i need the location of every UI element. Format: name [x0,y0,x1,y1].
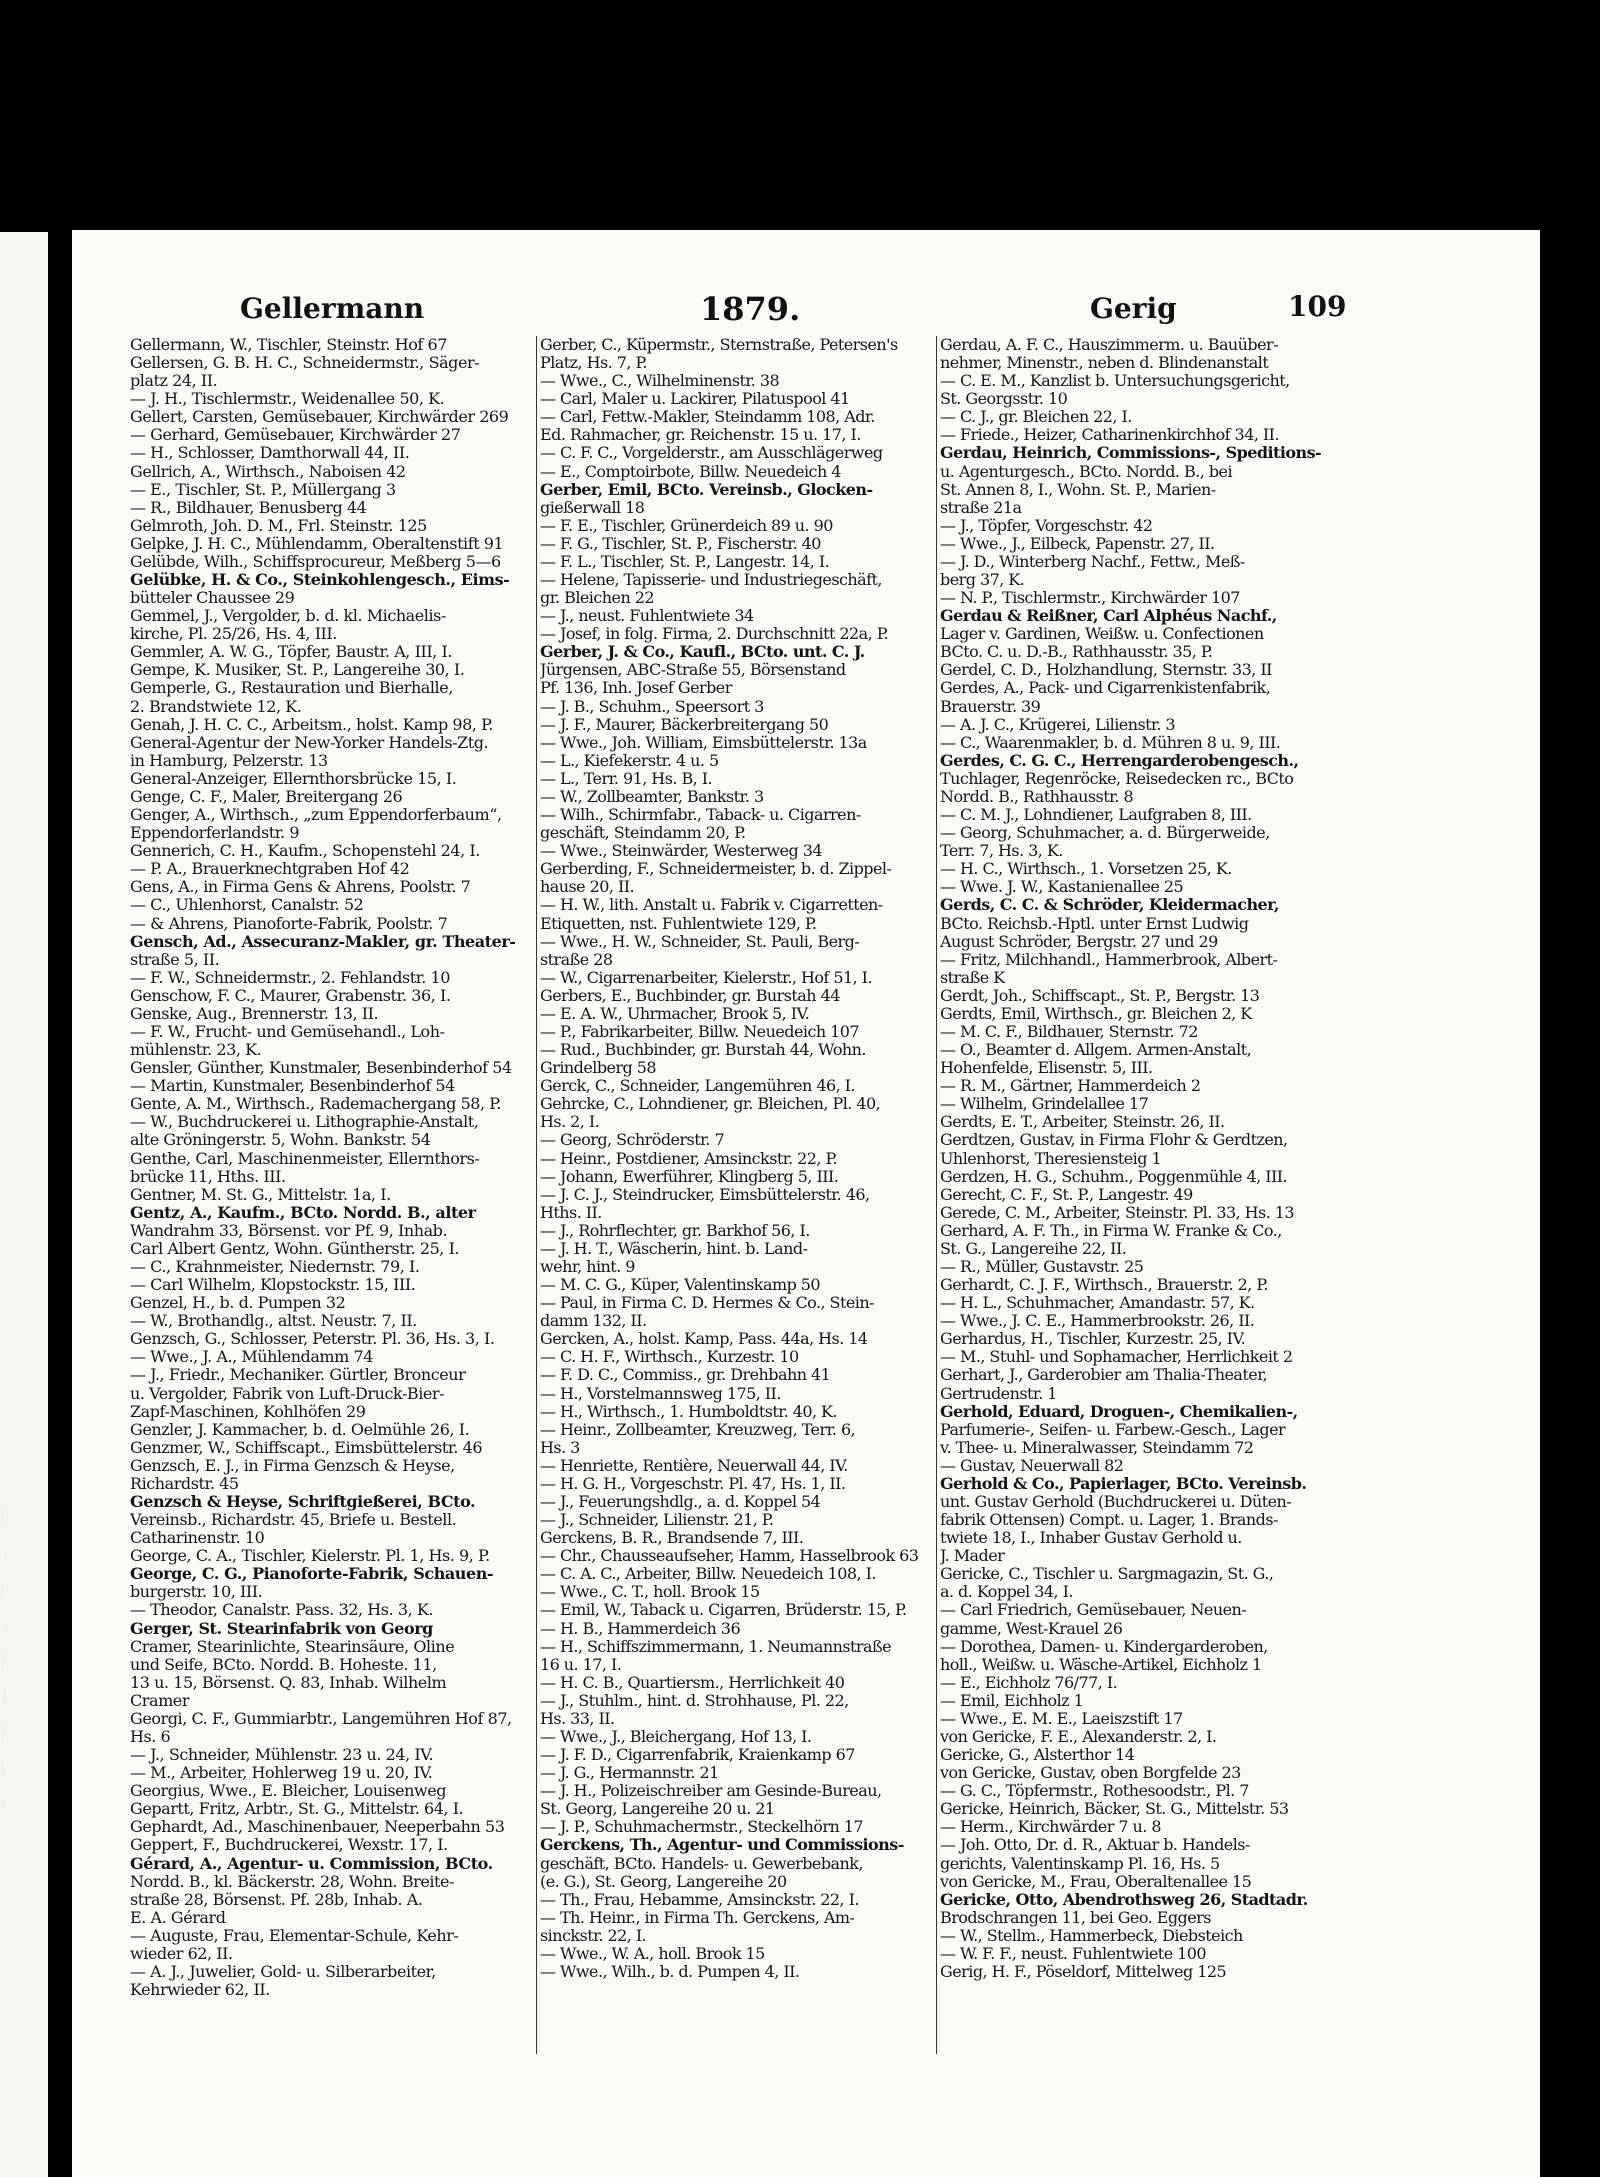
directory-entry-line: Tuchlager, Regenröcke, Reisedecken rc., BCto [940,769,1294,788]
directory-entry-line: — J. B., Schuhm., Speersort 3 [540,697,764,716]
directory-entry-line: Gerger, St. Stearinfabrik von Georg [130,1619,433,1638]
directory-entry-line: — Wwe., E. M. E., Laeiszstift 17 [940,1709,1183,1728]
directory-entry-line: straße K [940,968,1005,987]
directory-entry-line: — C. J., gr. Bleichen 22, I. [940,408,1132,427]
directory-entry-line: Gelpke, J. H. C., Mühlendamm, Oberaltenstift 91 [130,534,504,553]
column-3 [940,336,1332,1981]
directory-entry-line: St. Georg, Langereihe 20 u. 21 [540,1800,775,1819]
directory-entry-line: Grindelberg 58 [540,1059,657,1078]
margin-glyph: I. [0,1796,12,1815]
directory-entry-line: — E. A. W., Uhrmacher, Brook 5, IV. [540,1004,810,1023]
directory-entry-line: — J. P., Schuhmachermstr., Steckelhörn 17 [540,1818,863,1837]
directory-entry-line: — J., Schneider, Mühlenstr. 23 u. 24, IV. [130,1746,434,1765]
directory-entry-line: Gercken, A., holst. Kamp, Pass. 44a, Hs. 14 [540,1330,868,1349]
header-left-catchword: Gellermann [240,292,425,325]
directory-entry-line: — C. A. C., Arbeiter, Billw. Neuedeich 108, I. [540,1565,876,1584]
directory-entry-line: Brauerstr. 39 [940,697,1041,716]
directory-entry-line: — Georg, Schuhmacher, a. d. Bürgerweide, [940,824,1270,843]
directory-entry-line: Gerhardus, H., Tischler, Kurzestr. 25, IV. [940,1330,1246,1349]
directory-entry-line: bütteler Chaussee 29 [130,589,295,608]
directory-entry-line: von Gericke, F. E., Alexanderstr. 2, I. [940,1728,1217,1747]
directory-entry-line: Gennerich, C. H., Kaufm., Schopenstehl 24, I. [130,842,480,861]
header-year: 1879. [700,290,801,328]
directory-entry-line: wieder 62, II. [130,1944,233,1963]
directory-entry-line: alte Gröningerstr. 5, Wohn. Bankstr. 54 [130,1131,431,1150]
directory-entry-line: in Hamburg, Pelzerstr. 13 [130,751,328,770]
directory-entry-line: Geppert, F., Buchdruckerei, Wexstr. 17, I. [130,1836,448,1855]
directory-entry-line: — Gustav, Neuerwall 82 [940,1456,1124,1475]
directory-entry-line: — H. L., Schuhmacher, Amandastr. 57, K. [940,1294,1255,1313]
directory-entry-line: — H., Schlosser, Damthorwall 44, II. [130,444,410,463]
directory-entry-line: George, C. A., Tischler, Kielerstr. Pl. 1, Hs. 9, P. [130,1547,490,1566]
directory-entry-line: — W., Zollbeamter, Bankstr. 3 [540,787,764,806]
directory-entry-line: — H. W., lith. Anstalt u. Fabrik v. Cigarretten- [540,896,883,915]
directory-entry-line: Gerhold & Co., Papierlager, BCto. Vereinsb. [940,1474,1307,1493]
directory-entry-line: — Carl Wilhelm, Klopstockstr. 15, III. [130,1276,416,1295]
directory-entry-line: von Gericke, Gustav, oben Borgfelde 23 [940,1764,1241,1783]
directory-entry-line: — E., Comptoirbote, Billw. Neuedeich 4 [540,462,841,481]
directory-entry-line: Richardstr. 45 [130,1474,239,1493]
directory-entry-line: Carl Albert Gentz, Wohn. Güntherstr. 25, I. [130,1239,460,1258]
directory-entry-line: — M., Stuhl- und Sophamacher, Herrlichkeit 2 [940,1348,1293,1367]
directory-entry-line: — Th., Frau, Hebamme, Amsinckstr. 22, I. [540,1890,859,1909]
directory-entry-line: burgerstr. 10, III. [130,1583,263,1602]
directory-entry-line: — Wwe., C., Wilhelminenstr. 38 [540,372,780,391]
directory-entry-line: Gericke, C., Tischler u. Sargmagazin, St. G., [940,1565,1274,1584]
directory-entry-line: Gelübke, H. & Co., Steinkohlengesch., Eims- [130,571,510,590]
directory-entry-line: Platz, Hs. 7, P. [540,354,647,373]
directory-entry-line: E. A. Gérard [130,1908,226,1927]
directory-entry-line: Gerhold, Eduard, Droguen-, Chemikalien-, [940,1402,1298,1421]
directory-entry-line: — J. C. J., Steindrucker, Eimsbüttelerstr. 46, [540,1185,870,1204]
directory-entry-line: wehr, hint. 9 [540,1257,635,1276]
directory-entry-line: — P. A., Brauerknechtgraben Hof 42 [130,860,410,879]
directory-entry-line: — W. F. F., neust. Fuhlentwiete 100 [940,1944,1207,1963]
directory-entry-line: Georgius, Wwe., E. Bleicher, Louisenweg [130,1782,447,1801]
directory-entry-line: — Wwe., Steinwärder, Westerweg 34 [540,842,822,861]
directory-entry-line: Vereinsb., Richardstr. 45, Briefe u. Bestell. [130,1511,457,1530]
directory-entry-line: von Gericke, M., Frau, Oberaltenallee 15 [940,1872,1252,1891]
directory-entry-line: Gerdt, Joh., Schiffscapt., St. P., Bergstr. 13 [940,986,1260,1005]
facing-page-edge [0,232,48,2177]
column-rule-2 [936,336,937,2054]
margin-glyph: 5 [0,1508,11,1527]
directory-entry-line: — A. J. C., Krügerei, Lilienstr. 3 [940,715,1176,734]
directory-entry-line: — Helene, Tapisserie- und Industriegeschäft, [540,571,882,590]
directory-entry-line: Gerdzen, H. G., Schuhm., Poggenmühle 4, III. [940,1167,1288,1186]
directory-entry-line: — Chr., Chausseaufseher, Hamm, Hasselbrook 63 [540,1547,919,1566]
directory-entry-line: — Wwe., W. A., holl. Brook 15 [540,1944,765,1963]
directory-entry-line: — Rud., Buchbinder, gr. Burstah 44, Wohn. [540,1041,866,1060]
directory-entry-line: — J., Friedr., Mechaniker. Gürtler, Bronceur [130,1366,466,1385]
directory-entry-line: Genzsch, G., Schlosser, Peterstr. Pl. 36, Hs. 3, I. [130,1330,495,1349]
directory-entry-line: Hs. 3 [540,1438,580,1457]
directory-entry-line: — J. F. D., Cigarrenfabrik, Kraienkamp 67 [540,1746,855,1765]
directory-entry-line: — H. C. B., Quartiersm., Herrlichkeit 40 [540,1673,845,1692]
directory-entry-line: Gérard, A., Agentur- u. Commission, BCto. [130,1854,493,1873]
directory-entry-line: Gensler, Günther, Kunstmaler, Besenbinderhof 54 [130,1059,512,1078]
directory-entry-line: — J., Schneider, Lilienstr. 21, P. [540,1511,774,1530]
directory-entry-line: straße 21a [940,498,1022,517]
directory-entry-line: — Fritz, Milchhandl., Hammerbrook, Albert- [940,950,1278,969]
directory-entry-line: — Wwe., Joh. William, Eimsbüttelerstr. 13a [540,733,867,752]
directory-entry-line: Gephardt, Ad., Maschinenbauer, Neeperbahn 53 [130,1818,505,1837]
directory-entry-line: straße 5, II. [130,950,220,969]
directory-entry-line: — C. F. C., Vorgelderstr., am Ausschlägerweg [540,444,883,463]
margin-glyph: I. [0,1760,12,1779]
directory-entry-line: Gerbers, E., Buchbinder, gr. Burstah 44 [540,986,840,1005]
directory-entry-line: u. Agenturgesch., BCto. Nordd. B., bei [940,462,1233,481]
column-1 [130,336,534,1999]
directory-entry-line: Zapf-Maschinen, Kohlhöfen 29 [130,1402,366,1421]
directory-entry-line: Gerecht, C. F., St. P., Langestr. 49 [940,1185,1193,1204]
directory-entry-line: unt. Gustav Gerhold (Buchdruckerei u. Düten- [940,1493,1292,1511]
directory-entry-line: — J. G., Hermannstr. 21 [540,1764,719,1783]
directory-entry-line: Gellrich, A., Wirthsch., Naboisen 42 [130,462,406,481]
directory-entry-line: Gentner, M. St. G., Mittelstr. 1a, I. [130,1185,391,1204]
directory-entry-line: Jürgensen, ABC-Straße 55, Börsenstand [540,661,846,680]
directory-entry-line: Eppendorferlandstr. 9 [130,824,300,843]
directory-entry-line: twiete 18, I., Inhaber Gustav Gerhold u. [940,1529,1242,1548]
directory-entry-line: straße 28 [540,950,613,969]
directory-entry-line: Uhlenhorst, Theresiensteig 1 [940,1149,1162,1168]
directory-entry-line: Nordd. B., kl. Bäckerstr. 28, Wohn. Breite- [130,1872,454,1891]
header-right-catchword: Gerig [1090,292,1177,325]
directory-entry-line: Gellersen, G. B. H. C., Schneidermstr., Säger- [130,354,480,373]
directory-entry-line: nehmer, Minenstr., neben d. Blindenanstalt [940,354,1269,373]
directory-entry-line: Genah, J. H. C. C., Arbeitsm., holst. Kamp 98, P. [130,715,493,734]
directory-entry-line: geschäft, Steindamm 20, P. [540,824,746,843]
directory-entry-line: Gerckens, Th., Agentur- und Commissions- [540,1836,904,1855]
directory-entry-line: Georgi, C. F., Gummiarbtr., Langemühren Hof 87, [130,1709,512,1728]
directory-entry-line: General-Agentur der New-Yorker Handels-Ztg. [130,733,489,752]
directory-entry-line: Genzsch & Heyse, Schriftgießerei, BCto. [130,1493,476,1511]
directory-entry-line: Gerdes, C. G. C., Herrengarderobengesch., [940,751,1299,770]
directory-entry-line: 2. Brandstwiete 12, K. [130,697,302,716]
directory-entry-line: Cramer, Stearinlichte, Stearinsäure, Oline [130,1637,455,1656]
directory-entry-line: — Emil, Eichholz 1 [940,1691,1084,1710]
directory-entry-line: — L., Kiefekerstr. 4 u. 5 [540,751,719,770]
directory-entry-line: — E., Tischler, St. P., Müllergang 3 [130,480,396,499]
page-number: 109 [1288,290,1347,323]
directory-entry-line: — Th. Heinr., in Firma Th. Gerckens, Am- [540,1908,855,1927]
directory-entry-line: — Wwe., J., Bleichergang, Hof 13, I. [540,1728,812,1747]
directory-entry-line: Hohenfelde, Elisenstr. 5, III. [940,1059,1153,1078]
directory-entry-line: Gerhart, J., Garderobier am Thalia-Theater, [940,1366,1268,1385]
directory-entry-line: Gerdel, C. D., Holzhandlung, Sternstr. 33, II [940,661,1272,680]
directory-entry-line: — P., Fabrikarbeiter, Billw. Neuedeich 107 [540,1022,860,1041]
directory-entry-line: — E., Eichholz 76/77, I. [940,1673,1118,1692]
directory-entry-line: Genske, Aug., Brennerstr. 13, II. [130,1004,379,1023]
directory-entry-line: Genzel, H., b. d. Pumpen 32 [130,1294,346,1313]
column-2 [540,336,932,1981]
directory-entry-line: Gemmler, A. W. G., Töpfer, Baustr. A, III, I. [130,643,452,662]
directory-entry-line: Gerber, C., Küpermstr., Sternstraße, Petersen's [540,336,898,354]
directory-entry-line: — Wilhelm, Grindelallee 17 [940,1095,1149,1114]
directory-entry-line: — Carl, Fettw.-Makler, Steindamm 108, Adr. [540,408,875,427]
directory-entry-line: 13 u. 15, Börsenst. Q. 83, Inhab. Wilhelm [130,1673,447,1692]
directory-entry-line: Gepartt, Fritz, Arbtr., St. G., Mittelstr. 64, I. [130,1800,464,1819]
directory-entry-line: Gerber, J. & Co., Kaufl., BCto. unt. C. J. [540,643,865,662]
directory-entry-line: fabrik Ottensen) Compt. u. Lager, 1. Brands- [940,1511,1278,1530]
directory-entry-line: — J. F., Maurer, Bäckerbreitergang 50 [540,715,829,734]
directory-entry-line: — Gerhard, Gemüsebauer, Kirchwärder 27 [130,426,461,445]
directory-entry-line: — J., Rohrflechter, gr. Barkhof 56, I. [540,1221,810,1240]
directory-entry-line: — R. M., Gärtner, Hammerdeich 2 [940,1077,1201,1096]
directory-entry-line: Gente, A. M., Wirthsch., Rademachergang 58, P. [130,1095,502,1114]
directory-entry-line: Gerhardt, C. J. F., Wirthsch., Brauerstr. 2, P. [940,1276,1268,1295]
directory-entry-line: straße 28, Börsenst. Pf. 28b, Inhab. A. [130,1890,423,1909]
directory-entry-line: Gelmroth, Joh. D. M., Frl. Steinstr. 125 [130,516,427,535]
directory-entry-line: Genzmer, W., Schiffscapt., Eimsbüttelerstr. 46 [130,1438,483,1457]
directory-entry-line: Hths. II. [540,1203,602,1222]
directory-entry-line: — O., Beamter d. Allgem. Armen-Anstalt, [940,1041,1252,1060]
directory-entry-line: — H. B., Hammerdeich 36 [540,1619,741,1638]
directory-entry-line: — Theodor, Canalstr. Pass. 32, Hs. 3, K. [130,1601,433,1620]
directory-entry-line: Genthe, Carl, Maschinenmeister, Ellernthors- [130,1149,480,1168]
directory-entry-line: Genschow, F. C., Maurer, Grabenstr. 36, I. [130,986,451,1005]
directory-entry-line: — Wwe., H. W., Schneider, St. Pauli, Berg- [540,932,860,951]
directory-entry-line: Gerberding, F., Schneidermeister, b. d. Zippel- [540,860,892,879]
directory-entry-line: platz 24, II. [130,372,218,391]
directory-entry-line: — H., Wirthsch., 1. Humboldtstr. 40, K. [540,1402,837,1421]
directory-entry-line: — Friede., Heizer, Catharinenkirchhof 34, II. [940,426,1279,445]
directory-entry-line: — J. H., Tischlermstr., Weidenallee 50, K. [130,390,445,409]
directory-entry-line: Gerdts, E. T., Arbeiter, Steinstr. 26, II. [940,1113,1225,1132]
directory-entry-line: BCto. C. u. D.-B., Rathhausstr. 35, P. [940,643,1213,662]
directory-entry-line: Kehrwieder 62, II. [130,1981,270,2000]
directory-entry-line: — F. E., Tischler, Grünerdeich 89 u. 90 [540,516,833,535]
directory-entry-line: Nordd. B., Rathhausstr. 8 [940,787,1134,806]
directory-entry-line: Gerig, H. F., Pöseldorf, Mittelweg 125 [940,1963,1227,1982]
directory-entry-line: Hs. 2, I. [540,1113,600,1132]
directory-entry-line: Gempe, K. Musiker, St. P., Langereihe 30, I. [130,661,465,680]
directory-entry-line: Wandrahm 33, Börsenst. vor Pf. 9, Inhab. [130,1221,448,1240]
directory-entry-line: J. Mader [940,1547,1005,1566]
directory-entry-line: Gerdts, Emil, Wirthsch., gr. Bleichen 2, K [940,1004,1252,1023]
directory-entry-line: kirche, Pl. 25/26, Hs. 4, III. [130,625,337,644]
directory-entry-line: George, C. G., Pianoforte-Fabrik, Schauen- [130,1565,494,1584]
directory-entry-line: — J., neust. Fuhlentwiete 34 [540,607,754,626]
directory-entry-line: — H. C., Wirthsch., 1. Vorsetzen 25, K. [940,860,1232,879]
directory-entry-line: Genge, C. F., Maler, Breitergang 26 [130,787,403,806]
directory-entry-line: — & Ahrens, Pianoforte-Fabrik, Poolstr. 7 [130,914,448,933]
directory-entry-line: gr. Bleichen 22 [540,589,655,608]
directory-entry-line: — M. C. F., Bildhauer, Sternstr. 72 [940,1022,1198,1041]
directory-entry-line: — Wilh., Schirmfabr., Taback- u. Cigarren- [540,806,861,825]
directory-entry-line: Gentz, A., Kaufm., BCto. Nordd. B., alter [130,1203,476,1222]
margin-glyph: K [0,1724,12,1743]
directory-entry-line: — C., Uhlenhorst, Canalstr. 52 [130,896,364,915]
directory-entry-line: Gerdes, A., Pack- und Cigarrenkistenfabrik, [940,679,1271,698]
directory-entry-line: — C. M. J., Lohndiener, Laufgraben 8, III. [940,806,1252,825]
margin-glyph: 7 [0,1544,11,1563]
column-rule-1 [536,336,537,2054]
directory-entry-line: — Johann, Ewerführer, Klingberg 5, III. [540,1167,839,1186]
directory-entry-line: — C. H. F., Wirthsch., Kurzestr. 10 [540,1348,799,1367]
directory-entry-line: holl., Weißw. u. Wäsche-Artikel, Eichholz 1 [940,1655,1262,1674]
directory-entry-line: — J. H., Polizeischreiber am Gesinde-Bureau, [540,1782,882,1801]
directory-entry-line: — L., Terr. 91, Hs. B, I. [540,769,713,788]
running-header [130,290,1347,332]
directory-entry-line: gerichts, Valentinskamp Pl. 16, Hs. 5 [940,1854,1220,1873]
directory-entry-line: und Seife, BCto. Nordd. B. Hoheste. 11, [130,1655,437,1674]
directory-entry-line: Gerdau, Heinrich, Commissions-, Speditions- [940,444,1322,463]
directory-entry-line: Catharinenstr. 10 [130,1529,265,1548]
directory-entry-line: Cramer [130,1691,190,1710]
directory-entry-line: Gerhard, A. F. Th., in Firma W. Franke & Co., [940,1221,1282,1240]
directory-entry-line: Genger, A., Wirthsch., „zum Eppendorferbaum“, [130,806,502,825]
directory-entry-line: Gerck, C., Schneider, Langemühren 46, I. [540,1077,855,1096]
directory-entry-line: Gens, A., in Firma Gens & Ahrens, Poolstr. 7 [130,878,471,897]
directory-entry-line: — Henriette, Rentière, Neuerwall 44, IV. [540,1456,848,1475]
directory-entry-line: — W., Cigarrenarbeiter, Kielerstr., Hof 51, I. [540,968,872,987]
directory-entry-line: — F. D. C., Commiss., gr. Drehbahn 41 [540,1366,831,1385]
directory-entry-line: — C., Waarenmakler, b. d. Mühren 8 u. 9, III. [940,733,1281,752]
directory-entry-line: — Heinr., Postdiener, Amsinckstr. 22, P. [540,1149,837,1168]
directory-entry-line: — J., Stuhlm., hint. d. Strohhause, Pl. 22, [540,1691,849,1710]
directory-entry-line: Gerdtzen, Gustav, in Firma Flohr & Gerdtzen, [940,1131,1288,1150]
directory-entry-line: Gellermann, W., Tischler, Steinstr. Hof 67 [130,336,447,354]
directory-entry-line: Genzsch, E. J., in Firma Genzsch & Heyse, [130,1456,455,1475]
directory-entry-line: — G. C., Töpfermstr., Rothesoodstr., Pl. 7 [940,1782,1249,1801]
directory-entry-line: — F. W., Frucht- und Gemüsehandl., Loh- [130,1022,445,1041]
directory-entry-line: Brodschrangen 11, bei Geo. Eggers [940,1908,1211,1927]
directory-entry-line: Gertrudenstr. 1 [940,1384,1057,1403]
directory-entry-line: — Wwe., J. A., Mühlendamm 74 [130,1348,373,1367]
directory-entry-line: Gelübde, Wilh., Schiffsprocureur, Meßberg 5—6 [130,552,501,571]
directory-entry-line: — J. H. T., Wäscherin, hint. b. Land- [540,1239,808,1258]
directory-entry-line: — Wwe., J., Eilbeck, Papenstr. 27, II. [940,534,1215,553]
directory-entry-line: Genzler, J. Kammacher, b. d. Oelmühle 26, I. [130,1420,470,1439]
directory-entry-line: gamme, West-Krauel 26 [940,1619,1123,1638]
directory-entry-line: — H., Schiffszimmermann, 1. Neumannstraße [540,1637,892,1656]
directory-entry-line: — Georg, Schröderstr. 7 [540,1131,725,1150]
directory-entry-line: Gerber, Emil, BCto. Vereinsb., Glocken- [540,480,873,499]
directory-entry-line: Gericke, Heinrich, Bäcker, St. G., Mittelstr. 53 [940,1800,1289,1819]
directory-entry-line: Gemperle, G., Restauration und Bierhalle, [130,679,453,698]
directory-entry-line: Parfumerie-, Seifen- u. Farbew.-Gesch., Lager [940,1420,1286,1439]
directory-entry-line: Gerds, C. C. & Schröder, Kleidermacher, [940,896,1279,915]
directory-entry-line: — J., Feuerungshdlg., a. d. Koppel 54 [540,1493,821,1511]
directory-entry-line: — H. G. H., Vorgeschstr. Pl. 47, Hs. 1, II. [540,1474,846,1493]
directory-entry-line: — F. L., Tischler, St. P., Langestr. 14, I. [540,552,830,571]
directory-entry-line: Gehrcke, C., Lohndiener, gr. Bleichen, Pl. 40, [540,1095,881,1114]
directory-entry-line: — Wwe., Wilh., b. d. Pumpen 4, II. [540,1963,800,1982]
facing-page-margin-glyphs [0,1500,14,1824]
directory-entry-line: Hs. 33, II. [540,1709,615,1728]
directory-entry-line: General-Anzeiger, Ellernthorsbrücke 15, I. [130,769,457,788]
directory-entry-line: — W., Brothandlg., altst. Neustr. 7, II. [130,1312,417,1331]
directory-entry-line: Gensch, Ad., Assecuranz-Makler, gr. Theater- [130,932,516,951]
directory-entry-line: v. Thee- u. Mineralwasser, Steindamm 72 [940,1438,1254,1457]
directory-entry-line: sinckstr. 22, I. [540,1926,647,1945]
directory-entry-line: — Carl Friedrich, Gemüsebauer, Neuen- [940,1601,1247,1620]
directory-entry-line: — C. E. M., Kanzlist b. Untersuchungsgericht, [940,372,1290,391]
directory-entry-line: Gericke, G., Alsterthor 14 [940,1746,1135,1765]
directory-entry-line: St. G., Langereihe 22, II. [940,1239,1127,1258]
directory-entry-line: August Schröder, Bergstr. 27 und 29 [940,932,1218,951]
directory-entry-line: (e. G.), St. Georg, Langereihe 20 [540,1872,787,1891]
directory-entry-line: 16 u. 17, I. [540,1655,622,1674]
directory-entry-line: berg 37, K. [940,571,1025,590]
directory-entry-line: St. Georgsstr. 10 [940,390,1068,409]
directory-entry-line: — N. P., Tischlermstr., Kirchwärder 107 [940,589,1240,608]
directory-entry-line: Gerede, C. M., Arbeiter, Steinstr. Pl. 33, Hs. 13 [940,1203,1295,1222]
directory-entry-line: u. Vergolder, Fabrik von Luft-Druck-Bier- [130,1384,445,1403]
directory-entry-line: — Joh. Otto, Dr. d. R., Aktuar b. Handels- [940,1836,1250,1855]
directory-entry-line: — M. C. G., Küper, Valentinskamp 50 [540,1276,821,1295]
margin-glyph: r [0,1580,8,1599]
directory-entry-line: — J. D., Winterberg Nachf., Fettw., Meß- [940,552,1245,571]
directory-entry-line: — J., Töpfer, Vorgeschstr. 42 [940,516,1153,535]
margin-glyph: 1. [0,1688,16,1707]
directory-entry-line: damm 132, II. [540,1312,647,1331]
directory-entry-line: Gerdau, A. F. C., Hauszimmerm. u. Bauüber- [940,336,1279,354]
directory-entry-line: Ed. Rahmacher, gr. Reichenstr. 15 u. 17, I. [540,426,861,445]
directory-entry-line: — Auguste, Frau, Elementar-Schule, Kehr- [130,1926,459,1945]
directory-entry-line: St. Annen 8, I., Wohn. St. P., Marien- [940,480,1216,499]
directory-entry-line: — Martin, Kunstmaler, Besenbinderhof 54 [130,1077,455,1096]
directory-entry-line: Lager v. Gardinen, Weißw. u. Confectionen [940,625,1264,644]
directory-entry-line: — F. W., Schneidermstr., 2. Fehlandstr. 10 [130,968,450,987]
directory-entry-line: brücke 11, Hths. III. [130,1167,286,1186]
directory-entry-line: — A. J., Juwelier, Gold- u. Silberarbeiter, [130,1963,436,1982]
directory-entry-line: geschäft, BCto. Handels- u. Gewerbebank, [540,1854,863,1873]
directory-entry-line: — Josef, in folg. Firma, 2. Durchschnitt 22a, P. [540,625,889,644]
directory-entry-line: BCto. Reichsb.-Hptl. unter Ernst Ludwig [940,914,1249,933]
directory-entry-line: — W., Stellm., Hammerbeck, Diebsteich [940,1926,1243,1945]
directory-entry-line: Pf. 136, Inh. Josef Gerber [540,679,732,698]
directory-entry-line: — R., Bildhauer, Benusberg 44 [130,498,367,517]
directory-entry-line: — R., Müller, Gustavstr. 25 [940,1257,1144,1276]
directory-entry-line: — F. G., Tischler, St. P., Fischerstr. 40 [540,534,821,553]
directory-entry-line: Terr. 7, Hs. 3, K. [940,842,1063,861]
margin-glyph: K [0,1652,12,1671]
directory-entry-line: — H., Vorstelmannsweg 175, II. [540,1384,781,1403]
directory-entry-line: — C., Krahnmeister, Niedernstr. 79, I. [130,1257,420,1276]
directory-entry-line: — Carl, Maler u. Lackirer, Pilatuspool 41 [540,390,850,409]
directory-entry-line: — Wwe., J. C. E., Hammerbrookstr. 26, II. [940,1312,1255,1331]
directory-entry-line: — Wwe. J. W., Kastanienallee 25 [940,878,1184,897]
directory-entry-line: — Wwe., C. T., holl. Brook 15 [540,1583,760,1602]
directory-entry-line: hause 20, II. [540,878,635,897]
directory-entry-line: Gemmel, J., Vergolder, b. d. kl. Michaelis- [130,607,446,626]
directory-entry-line: — Heinr., Zollbeamter, Kreuzweg, Terr. 6, [540,1420,856,1439]
directory-entry-line: — Paul, in Firma C. D. Hermes & Co., Stein- [540,1294,874,1313]
directory-entry-line: Gerdau & Reißner, Carl Alphéus Nachf., [940,607,1277,626]
directory-entry-line: — Emil, W., Taback u. Cigarren, Brüderstr. 15, P. [540,1601,907,1620]
directory-entry-line: — Herm., Kirchwärder 7 u. 8 [940,1818,1161,1837]
directory-entry-line: Etiquetten, nst. Fuhlentwiete 129, P. [540,914,817,933]
directory-entry-line: Gellert, Carsten, Gemüsebauer, Kirchwärder 269 [130,408,509,427]
directory-entry-line: gießerwall 18 [540,498,645,517]
directory-entry-line: Gericke, Otto, Abendrothsweg 26, Stadtadr. [940,1890,1308,1909]
directory-entry-line: — Dorothea, Damen- u. Kindergarderoben, [940,1637,1268,1656]
directory-entry-line: Gerckens, B. R., Brandsende 7, III. [540,1529,804,1548]
directory-entry-line: a. d. Koppel 34, I. [940,1583,1073,1602]
directory-entry-line: — M., Arbeiter, Hohlerweg 19 u. 20, IV. [130,1764,433,1783]
directory-entry-line: mühlenstr. 23, K. [130,1041,262,1060]
directory-entry-line: — W., Buchdruckerei u. Lithographie-Anstalt, [130,1113,479,1132]
directory-entry-line: Hs. 6 [130,1728,171,1747]
margin-glyph: 4, [0,1616,16,1635]
